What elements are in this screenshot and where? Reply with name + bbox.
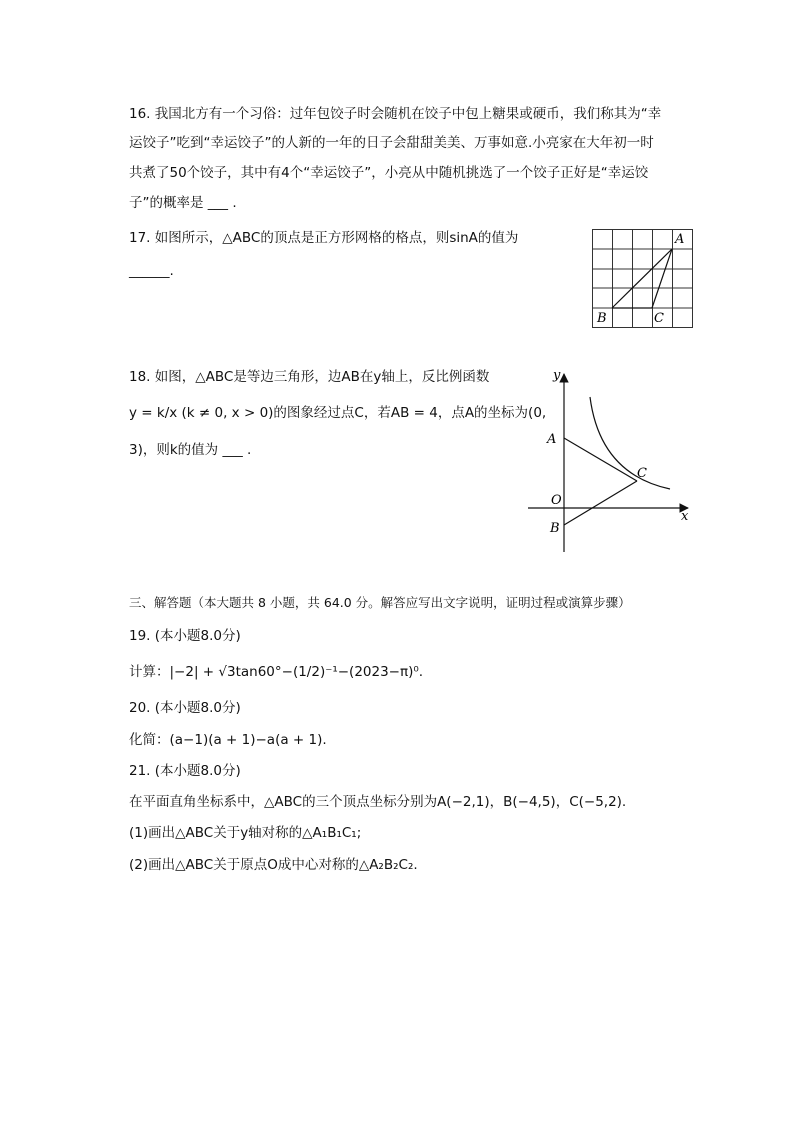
q18-line-1: 18. 如图，△ABC是等边三角形，边AB在y轴上，反比例函数 <box>129 369 490 385</box>
q18-line-3: 3)，则k的值为 ___ . <box>129 442 252 458</box>
x-axis-label: x <box>681 509 689 524</box>
point-c-label: C <box>654 311 664 326</box>
origin-label: O <box>551 493 562 508</box>
q21-part-2: (2)画出△ABC关于原点O成中心对称的△A₂B₂C₂. <box>129 857 418 873</box>
q21-part-1: (1)画出△ABC关于y轴对称的△A₁B₁C₁; <box>129 825 362 841</box>
q19-body: 计算：|−2| + √3tan60°−(1/2)⁻¹−(2023−π)⁰. <box>129 664 424 680</box>
q16-line-3: 共煮了50个饺子，其中有4个“幸运饺子”，小亮从中随机挑选了一个饺子正好是“幸运饺 <box>129 165 649 181</box>
point-a-label: A <box>547 432 557 447</box>
q18-line-2: y = k/x (k ≠ 0, x > 0)的图象经过点C，若AB = 4，点A的坐标为(0, <box>129 405 547 421</box>
q18-coordinate-figure <box>520 362 700 557</box>
q17-line-1: 17. 如图所示，△ABC的顶点是正方形网格的格点，则sinA的值为 <box>129 230 519 246</box>
q16-line-1: 16. 我国北方有一个习俗：过年包饺子时会随机在饺子中包上糖果或硬币，我们称其为“幸 <box>129 106 662 122</box>
q16-line-4: 子”的概率是 ___ . <box>129 195 237 211</box>
section-3-heading: 三、解答题（本大题共 8 小题，共 64.0 分。解答应写出文字说明，证明过程或演算步骤） <box>129 595 631 610</box>
q20-header: 20. (本小题8.0分) <box>129 700 241 716</box>
q17-grid-figure <box>592 229 694 329</box>
q20-body: 化简：(a−1)(a + 1)−a(a + 1). <box>129 732 327 748</box>
q21-header: 21. (本小题8.0分) <box>129 763 241 779</box>
point-b-label: B <box>550 521 560 536</box>
q21-body: 在平面直角坐标系中，△ABC的三个顶点坐标分别为A(−2,1)，B(−4,5)，C(−5,2). <box>129 794 627 810</box>
point-a-label: A <box>675 232 685 247</box>
q19-header: 19. (本小题8.0分) <box>129 628 241 644</box>
y-axis-label: y <box>553 368 561 383</box>
q17-line-2: ______. <box>129 263 174 279</box>
q16-line-2: 运饺子”吃到“幸运饺子”的人新的一年的日子会甜甜美美、万事如意.小亮家在大年初一时 <box>129 135 654 151</box>
point-b-label: B <box>597 311 607 326</box>
triangle-abc <box>612 249 672 308</box>
point-c-label: C <box>637 466 647 481</box>
hyperbola-curve <box>590 397 670 489</box>
